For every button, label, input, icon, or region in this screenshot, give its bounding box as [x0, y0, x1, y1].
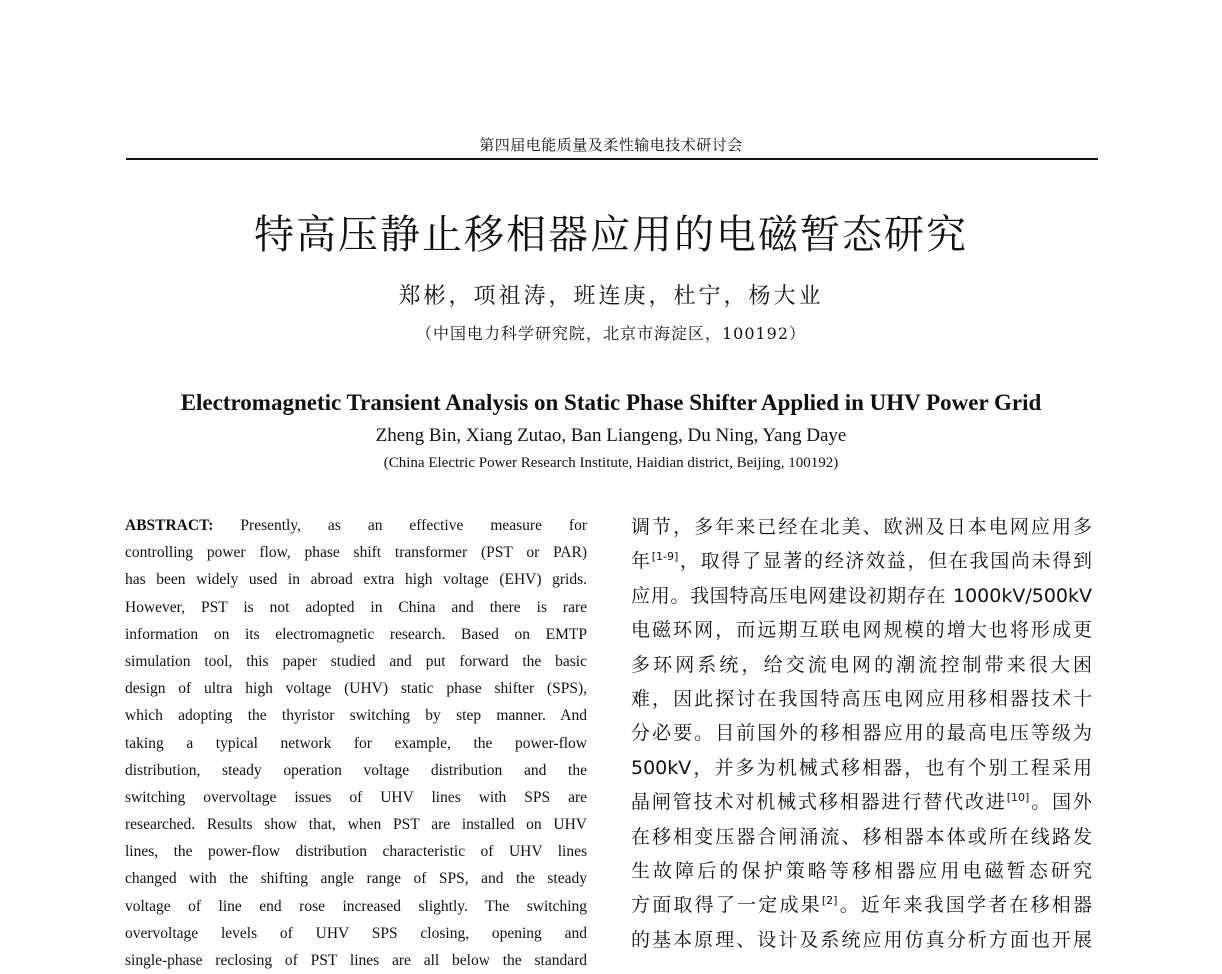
running-head: 第四届电能质量及柔性输电技术研讨会 [479, 136, 743, 154]
abstract-line [125, 784, 587, 811]
abstract-line [125, 811, 587, 838]
abstract-text: researched. Results show that, when PST are installed on UHV [125, 816, 587, 834]
citation-ref: [10] [1006, 791, 1030, 805]
abstract-text: Presently, as an effective measure for [240, 517, 588, 534]
abstract-text: changed with the shifting angle range of SPS, and the steady [125, 870, 587, 888]
abstract-text: controlling power flow, phase shift transformer (PST or PAR) [125, 544, 587, 562]
abstract-text: design of ultra high voltage (UHV) static phase shifter (SPS), [125, 680, 587, 698]
abstract-text: lines, the power-flow distribution characteristic of UHV lines [125, 843, 587, 861]
abstract-text: voltage of line end rose increased slightly. The switching [125, 897, 587, 915]
body-line: 难，因此探讨在我国特高压电网应用移相器技术十 [631, 687, 1092, 710]
abstract-line [125, 594, 587, 621]
body-line: 应用。我国特高压电网建设初期存在 1000kV/500kV [631, 584, 1092, 607]
body-line: 多环网系统，给交流电网的潮流控制带来很大困 [631, 653, 1092, 676]
abstract-line [125, 512, 587, 539]
abstract-line [125, 566, 587, 593]
body-column-chinese [631, 510, 1092, 957]
abstract-text: taking a typical network for example, the power-flow [125, 734, 587, 752]
abstract-label: ABSTRACT: [125, 517, 214, 534]
abstract-line [125, 757, 587, 784]
abstract-line [125, 865, 587, 892]
abstract-text: overvoltage levels of UHV SPS closing, opening and [125, 924, 587, 942]
body-line: 在移相变压器合闸涌流、移相器本体或所在线路发 [631, 825, 1092, 848]
abstract-text: has been widely used in abroad extra high voltage (EHV) grids. [125, 571, 587, 589]
abstract-line [125, 675, 587, 702]
abstract-line [125, 648, 587, 675]
abstract-line [125, 947, 587, 974]
abstract-line [125, 893, 587, 920]
abstract-line [125, 539, 587, 566]
body-line: 年[1-9]，取得了显著的经济效益，但在我国尚未得到 [631, 550, 1092, 573]
body-line: 500kV，并多为机械式移相器，也有个别工程采用 [631, 756, 1092, 779]
abstract-text: information on its electromagnetic research. Based on EMTP [125, 625, 587, 643]
body-line: 的基本原理、设计及系统应用仿真分析方面也开展 [631, 928, 1092, 951]
authors-chinese: 郑彬，项祖涛，班连庚，杜宁，杨大业 [398, 284, 824, 309]
citation-ref: [2] [821, 894, 838, 908]
citation-ref: [1-9] [651, 550, 679, 564]
abstract-text: simulation tool, this paper studied and put forward the basic [125, 652, 587, 670]
body-line: 分必要。目前国外的移相器应用的最高电压等级为 [631, 722, 1092, 745]
abstract-line [125, 838, 587, 865]
header-rule [126, 158, 1098, 160]
title-english: Electromagnetic Transient Analysis on Static Phase Shifter Applied in UHV Power Grid [180, 390, 1042, 415]
abstract-line [125, 621, 587, 648]
abstract-text: which adopting the thyristor switching by step manner. And [125, 707, 587, 725]
body-line: 晶闸管技术对机械式移相器进行替代改进[10]。国外 [631, 791, 1092, 814]
abstract-text: single-phase reclosing of PST lines are all below the standard [125, 952, 587, 969]
abstract-text: distribution, steady operation voltage distribution and the [125, 761, 587, 779]
body-line: 生故障后的保护策略等移相器应用电磁暂态研究 [631, 859, 1092, 882]
abstract-line [125, 702, 587, 729]
affiliation-chinese: （中国电力科学研究院，北京市海淀区，100192） [415, 324, 807, 343]
affiliation-english: (China Electric Power Research Institute, Haidian district, Beijing, 100192) [383, 455, 839, 471]
abstract-text: switching overvoltage issues of UHV lines with SPS are [125, 788, 587, 806]
abstract-line [125, 730, 587, 757]
abstract-line [125, 920, 587, 947]
abstract-text: However, PST is not adopted in China and there is rare [125, 598, 587, 616]
body-line: 方面取得了一定成果[2]。近年来我国学者在移相器 [631, 894, 1092, 917]
body-line: 调节，多年来已经在北美、欧洲及日本电网应用多 [631, 516, 1092, 538]
body-line: 电磁环网，而远期互联电网规模的增大也将形成更 [631, 619, 1092, 642]
abstract-column [125, 512, 587, 974]
authors-english: Zheng Bin, Xiang Zutao, Ban Liangeng, Du Ning, Yang Daye [375, 425, 847, 446]
title-chinese: 特高压静止移相器应用的电磁暂态研究 [254, 212, 968, 258]
